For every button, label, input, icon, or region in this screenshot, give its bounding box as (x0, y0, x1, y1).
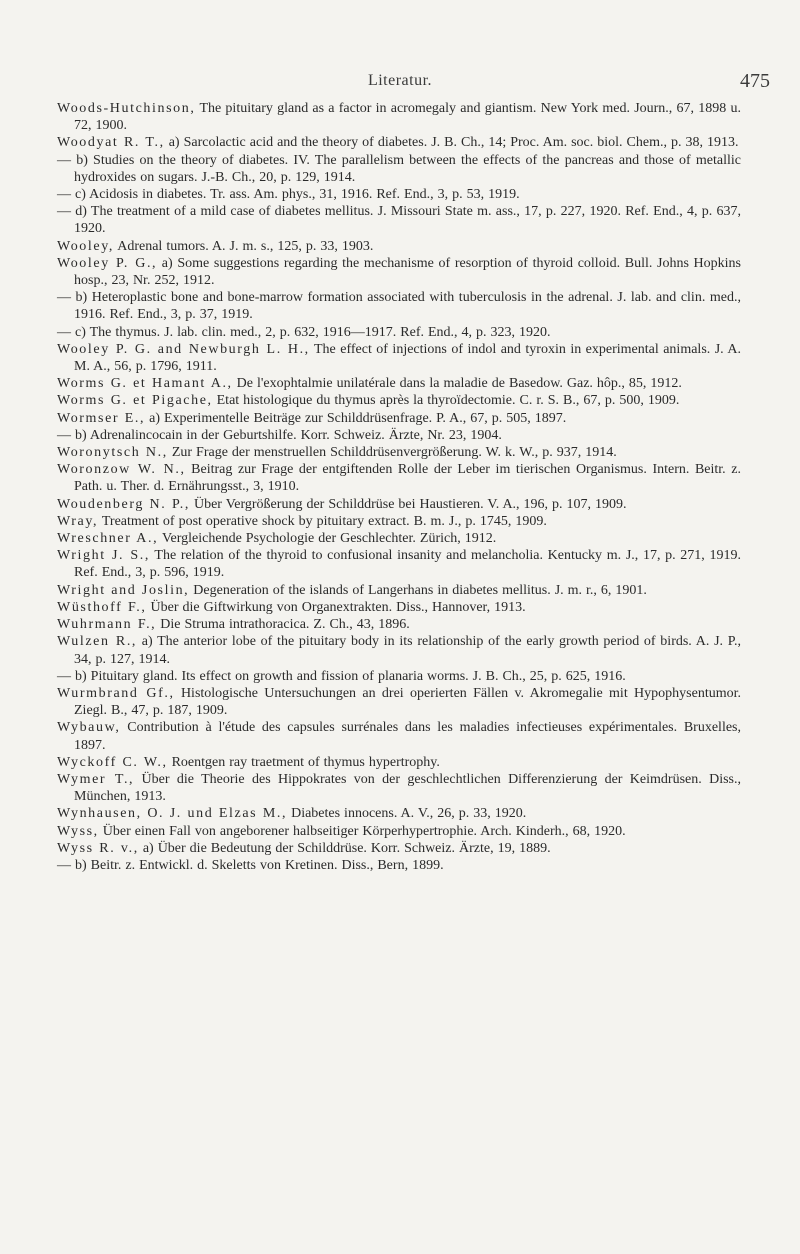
reference-entry (57, 530, 741, 547)
reference-text: Etat histologique du thymus après la thyroïdectomie. C. r. S. B., 67, p. 500, 1909. (212, 393, 680, 409)
reference-text: Adrenal tumors. A. J. m. s., 125, p. 33, 1903. (114, 238, 374, 254)
reference-author: Wüsthoff F., (57, 599, 147, 615)
reference-text: — b) Heteroplastic bone and bone-marrow formation associated with tuberculosis in the adrenal. J. lab. and clin. med., 1916. Ref. End., 3, p. 37, 1919. (57, 290, 741, 323)
reference-author: Woronytsch N., (57, 445, 168, 461)
reference-list (57, 100, 741, 874)
reference-author: Wurmbrand Gf., (57, 685, 175, 701)
reference-author: Wreschner A., (57, 531, 159, 547)
reference-entry (57, 203, 741, 237)
reference-entry (57, 823, 741, 840)
reference-author: Wymer T., (57, 771, 135, 787)
reference-entry (57, 186, 741, 203)
reference-entry (57, 427, 741, 444)
reference-entry (57, 375, 741, 392)
reference-entry (57, 444, 741, 461)
reference-entry (57, 255, 741, 289)
reference-text: — b) Beitr. z. Entwickl. d. Skeletts von Kretinen. Diss., Bern, 1899. (57, 857, 444, 873)
reference-entry (57, 599, 741, 616)
reference-text: Histologische Untersuchungen an drei operierten Fällen v. Akromegalie mit Hypophysentumor. Ziegl. B., 47, p. 187, 1909. (74, 685, 741, 719)
reference-author: Wyckoff C. W., (57, 754, 168, 770)
reference-text: a) Experimentelle Beiträge zur Schilddrüsenfrage. P. A., 67, p. 505, 1897. (145, 410, 567, 426)
reference-author: Wyss, (57, 823, 99, 839)
reference-entry (57, 582, 741, 599)
reference-text: a) The anterior lobe of the pituitary body in its relationship of the early growth period of birds. A. J. P., 34, p. 127, 1914. (74, 634, 741, 667)
reference-author: Wynhausen, O. J. und Elzas M., (57, 806, 288, 822)
reference-author: Woronzow W. N., (57, 462, 186, 478)
reference-entry (57, 100, 741, 134)
reference-text: — c) Acidosis in diabetes. Tr. ass. Am. phys., 31, 1916. Ref. End., 3, p. 53, 1919. (57, 187, 520, 203)
reference-entry (57, 324, 741, 341)
reference-author: Wulzen R., (57, 634, 138, 650)
reference-author: Wooley P. G. and Newburgh L. H., (57, 341, 310, 357)
reference-entry (57, 152, 741, 186)
reference-author: Wray, (57, 513, 99, 529)
reference-author: Wooley, (57, 238, 114, 254)
reference-text: Über die Theorie des Hippokrates von der geschlechtlichen Differenzierung der Keimdrüsen. Diss., München, 1913. (74, 771, 741, 805)
reference-entry (57, 719, 741, 753)
reference-text: — b) Studies on the theory of diabetes. IV. The parallelism between the effects of the pancreas and those of metallic hydroxides on sugars. J.-B. Ch., 20, p. 129, 1914. (57, 152, 741, 185)
reference-text: Treatment of post operative shock by pituitary extract. B. m. J., p. 1745, 1909. (98, 513, 547, 529)
reference-text: Zur Frage der menstruellen Schilddrüsenvergrößerung. W. k. W., p. 937, 1914. (167, 445, 617, 461)
reference-author: Worms G. et Hamant A., (57, 376, 233, 392)
reference-author: Worms G. et Pigache, (57, 393, 213, 409)
reference-text: Die Struma intrathoracica. Z. Ch., 43, 1896. (156, 617, 410, 633)
page-number: 475 (740, 70, 770, 92)
reference-author: Woudenberg N. P., (57, 496, 190, 512)
reference-text: a) Some suggestions regarding the mechanisme of resorption of thyroid colloid. Bull. Johns Hopkins hosp., 23, Nr. 252, 1912. (74, 255, 741, 289)
reference-entry (57, 134, 741, 151)
reference-text: Degeneration of the islands of Langerhans in diabetes mellitus. J. m. r., 6, 1901. (189, 582, 647, 598)
reference-entry (57, 771, 741, 805)
reference-author: Wright and Joslin, (57, 582, 190, 598)
reference-entry (57, 461, 741, 495)
reference-entry (57, 685, 741, 719)
reference-text: — b) Pituitary gland. Its effect on growth and fission of planaria worms. J. B. Ch., 25, p. 625, 1916. (57, 668, 626, 684)
reference-text: a) Sarcolactic acid and the theory of diabetes. J. B. Ch., 14; Proc. Am. soc. biol. Chem., p. 38, 1913. (164, 135, 739, 151)
reference-text: The pituitary gland as a factor in acromegaly and giantism. New York med. Journ., 67, 1898 u. 72, 1900. (74, 101, 741, 134)
reference-entry (57, 496, 741, 513)
reference-author: Wooley P. G., (57, 255, 158, 271)
reference-text: — b) Adrenalincocain in der Geburtshilfe. Korr. Schweiz. Ärzte, Nr. 23, 1904. (57, 427, 502, 443)
reference-text: a) Über die Bedeutung der Schilddrüse. Korr. Schweiz. Ärzte, 19, 1889. (138, 840, 551, 856)
reference-entry (57, 238, 741, 255)
reference-entry (57, 547, 741, 581)
reference-entry (57, 513, 741, 530)
reference-text: Vergleichende Psychologie der Geschlechter. Zürich, 1912. (158, 531, 497, 547)
reference-text: Roentgen ray traetment of thymus hypertrophy. (167, 754, 440, 770)
reference-author: Wuhrmann F., (57, 617, 157, 633)
reference-text: De l'exophtalmie unilatérale dans la maladie de Basedow. Gaz. hôp., 85, 1912. (232, 376, 682, 392)
reference-text: Beitrag zur Frage der entgiftenden Rolle der Leber im tierischen Organismus. Intern. Beitr. z. Path. u. Ther. d. Ernährungsst., 3, 1910. (74, 462, 741, 495)
reference-entry (57, 633, 741, 667)
reference-entry (57, 341, 741, 375)
reference-text: Contribution à l'étude des capsules surrénales dans les maladies infectieuses expérimentales. Bruxelles, 1897. (74, 720, 741, 753)
reference-text: — d) The treatment of a mild case of diabetes mellitus. J. Missouri State m. ass., 17, p. 227, 1920. Ref. End., 4, p. 637, 1920. (57, 204, 741, 237)
reference-text: Über die Giftwirkung von Organextrakten. Diss., Hannover, 1913. (146, 599, 526, 615)
reference-entry (57, 392, 741, 409)
reference-text: — c) The thymus. J. lab. clin. med., 2, p. 632, 1916—1917. Ref. End., 4, p. 323, 1920. (57, 324, 551, 340)
reference-text: Über Vergrößerung der Schilddrüse bei Haustieren. V. A., 196, p. 107, 1909. (189, 496, 627, 512)
reference-text: The relation of the thyroid to confusional insanity and melancholia. Kentucky m. J., 17, p. 271, 1919. Ref. End., 3, p. 596, 1919. (74, 548, 741, 581)
reference-author: Wyss R. v., (57, 840, 139, 856)
reference-entry (57, 410, 741, 427)
reference-text: Diabetes innocens. A. V., 26, p. 33, 1920. (287, 806, 527, 822)
running-header-title: Literatur. (367, 72, 433, 89)
reference-text: Über einen Fall von angeborener halbseitiger Körperhypertrophie. Arch. Kinderh., 68, 1920. (98, 823, 626, 839)
reference-author: Woodyat R. T., (57, 135, 165, 151)
reference-entry (57, 289, 741, 323)
reference-entry (57, 840, 741, 857)
reference-text: The effect of injections of indol and tyroxin in experimental animals. J. A. M. A., 56, p. 1796, 1911. (74, 341, 741, 375)
reference-entry (57, 754, 741, 771)
reference-entry (57, 857, 741, 874)
reference-author: Wybauw, (57, 720, 121, 736)
reference-author: Wright J. S., (57, 548, 150, 564)
reference-author: Woods-Hutchinson, (57, 101, 196, 116)
reference-entry (57, 616, 741, 633)
reference-author: Wormser E., (57, 410, 146, 426)
reference-entry (57, 668, 741, 685)
reference-entry (57, 805, 741, 822)
